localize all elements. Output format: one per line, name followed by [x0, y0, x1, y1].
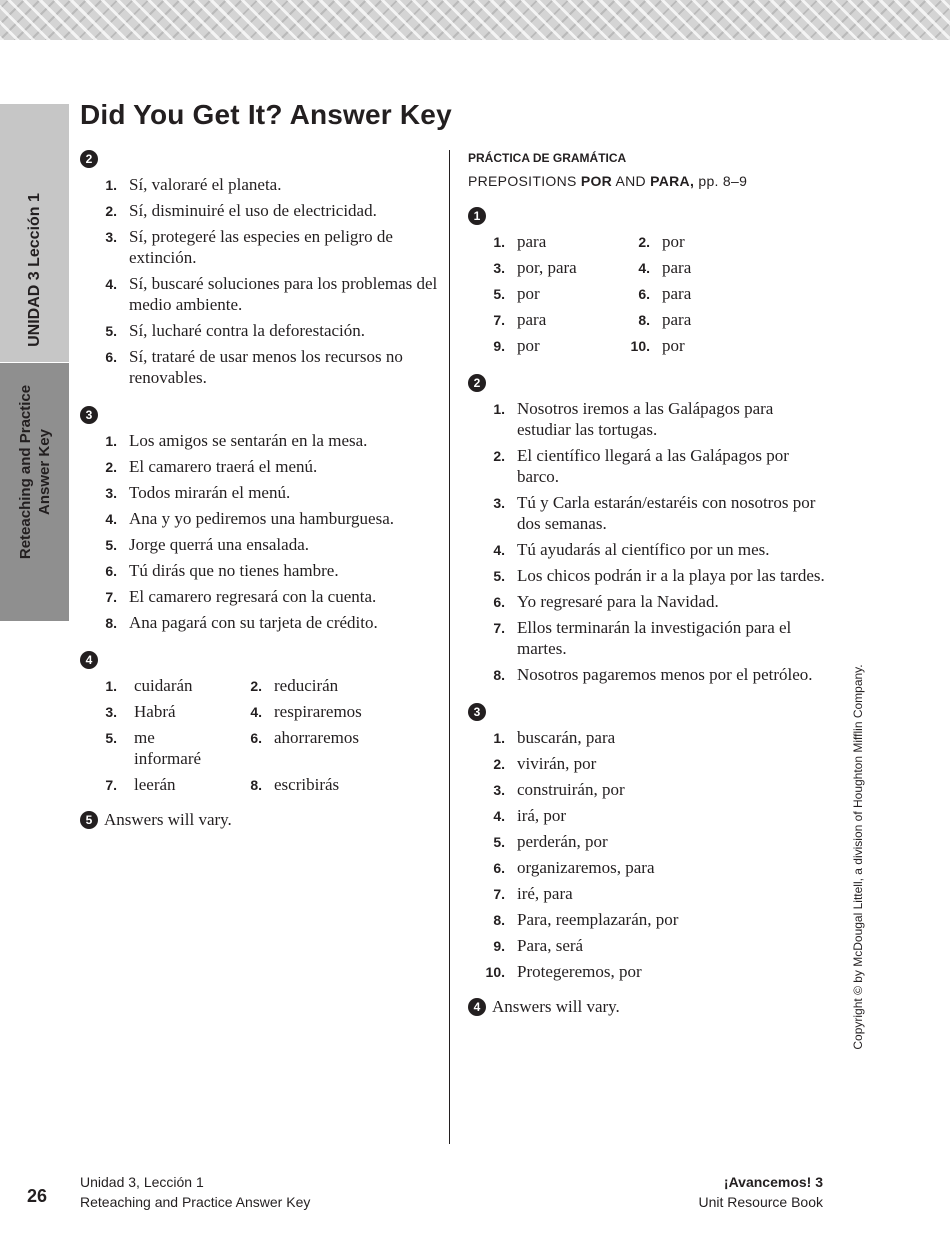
footer-unit: Unidad 3, Lección 1: [80, 1174, 204, 1190]
item-text: Nosotros pagaremos menos por el petróleo.: [517, 665, 813, 684]
item-number: 1.: [493, 730, 505, 746]
item-text: irá, por: [517, 806, 567, 825]
item-number: 4.: [638, 260, 650, 276]
item-text: Tú dirás que no tienes hambre.: [129, 561, 339, 580]
r-section-2-header: [468, 374, 828, 394]
section-4-grid: [80, 675, 440, 795]
item-number: 1.: [493, 401, 505, 417]
section-tab-line1: Reteaching and Practice: [17, 384, 34, 560]
item-text: Tú y Carla estarán/estaréis con nosotros por dos semanas.: [517, 493, 816, 533]
item-text: por: [517, 284, 540, 303]
item-number: 3.: [493, 495, 505, 511]
item-number: 1.: [493, 234, 505, 250]
item-number: 8.: [105, 615, 117, 631]
list-item: [468, 565, 828, 586]
list-item: [468, 909, 828, 930]
item-text: Sí, disminuiré el uso de electricidad.: [129, 201, 377, 220]
item-number: 8.: [493, 667, 505, 683]
item-text: Todos mirarán el menú.: [129, 483, 291, 502]
section-2-header: [80, 150, 440, 170]
footer-book-subtitle: Unit Resource Book: [698, 1194, 823, 1210]
list-item: [80, 320, 440, 341]
list-item: [80, 560, 440, 581]
item-number: 2.: [638, 234, 650, 250]
item-number: 3.: [105, 704, 117, 720]
list-item: [468, 591, 828, 612]
footer-book-title: ¡Avancemos! 3: [723, 1174, 823, 1190]
prep-pages: pp. 8–9: [694, 173, 748, 189]
item-text: El camarero regresará con la cuenta.: [129, 587, 377, 606]
item-number: 9.: [493, 338, 505, 354]
item-number: 2.: [250, 678, 262, 694]
item-text: vivirán, por: [517, 754, 597, 773]
list-item: [80, 508, 440, 529]
item-text: Sí, valoraré el planeta.: [129, 175, 282, 194]
item-text: buscarán, para: [517, 728, 616, 747]
list-item: [613, 257, 758, 278]
r-section-3-list: [468, 727, 828, 982]
item-number: 7.: [493, 620, 505, 636]
item-text: Nosotros iremos a las Galápagos para estudiar las tortugas.: [517, 399, 774, 439]
r-section-4-text: Answers will vary.: [492, 997, 620, 1016]
list-item: [80, 273, 440, 315]
item-text: Protegeremos, por: [517, 962, 642, 981]
item-text: Sí, lucharé contra la deforestación.: [129, 321, 366, 340]
list-item: [468, 961, 828, 982]
item-number: 6.: [493, 594, 505, 610]
item-text: Jorge querrá una ensalada.: [129, 535, 309, 554]
item-number: 6.: [105, 349, 117, 365]
list-item: [225, 675, 370, 696]
list-item: [613, 283, 758, 304]
list-item: [468, 831, 828, 852]
list-item: [80, 200, 440, 221]
item-number: 7.: [105, 777, 117, 793]
item-number: 4.: [493, 808, 505, 824]
list-item: [613, 335, 758, 356]
list-item: [80, 701, 225, 722]
section-4-header: [80, 651, 440, 671]
prep-and: AND: [612, 173, 651, 189]
list-item: [468, 335, 613, 356]
item-text: cuidarán: [134, 676, 193, 695]
item-text: me informaré: [134, 728, 202, 768]
list-item: [468, 398, 828, 440]
section-3-list: [80, 430, 440, 633]
list-item: [468, 664, 828, 685]
r-section-1-grid: [468, 231, 828, 356]
footer-right: [698, 1172, 823, 1212]
copyright-notice: Copyright © by McDougal Littell, a division of Houghton Mifflin Company.: [851, 664, 865, 1050]
decorative-banner: [0, 0, 950, 40]
r-section-1-badge: 1: [468, 207, 486, 225]
r-section-4-answer: [468, 996, 828, 1017]
item-number: 8.: [250, 777, 262, 793]
item-text: para: [662, 284, 692, 303]
list-item: [468, 445, 828, 487]
item-number: 5.: [105, 323, 117, 339]
item-number: 6.: [250, 730, 262, 746]
page-title: Did You Get It? Answer Key: [80, 99, 452, 130]
item-text: Sí, buscaré soluciones para los problemas del medio ambiente.: [129, 274, 438, 314]
item-number: 4.: [493, 542, 505, 558]
footer-section: Reteaching and Practice Answer Key: [80, 1194, 311, 1210]
list-item: [468, 779, 828, 800]
list-item: [80, 612, 440, 633]
item-number: 1.: [105, 177, 117, 193]
list-item: [80, 346, 440, 388]
item-text: Ana pagará con su tarjeta de crédito.: [129, 613, 378, 632]
item-text: para: [517, 310, 547, 329]
section-4-badge: 4: [80, 651, 98, 669]
list-item: [468, 309, 613, 330]
r-section-3-badge: 3: [468, 703, 486, 721]
item-text: leerán: [134, 775, 176, 794]
section-2-badge: 2: [80, 150, 98, 168]
item-number: 5.: [493, 568, 505, 584]
item-number: 2.: [493, 756, 505, 772]
list-item: [80, 534, 440, 555]
item-text: para: [662, 310, 692, 329]
item-number: 6.: [105, 563, 117, 579]
item-text: Habrá: [134, 702, 176, 721]
item-number: 6.: [638, 286, 650, 302]
item-number: 2.: [493, 448, 505, 464]
item-text: Ana y yo pediremos una hamburguesa.: [129, 509, 395, 528]
r-section-2-badge: 2: [468, 374, 486, 392]
column-divider: [449, 150, 450, 1144]
list-item: [468, 805, 828, 826]
r-section-1-header: [468, 207, 828, 227]
section-tab-line2: Answer Key: [36, 429, 53, 515]
item-text: para: [662, 258, 692, 277]
item-number: 3.: [493, 260, 505, 276]
item-text: respiraremos: [274, 702, 362, 721]
prep-part1: PREPOSITIONS: [468, 173, 581, 189]
section-tab-label: [16, 385, 54, 559]
page-number: 26: [27, 1186, 48, 1206]
item-number: 10.: [485, 964, 505, 980]
item-number: 4.: [250, 704, 262, 720]
item-number: 4.: [105, 511, 117, 527]
item-text: iré, para: [517, 884, 573, 903]
footer-left: [80, 1172, 310, 1212]
list-item: [613, 309, 758, 330]
list-item: [468, 857, 828, 878]
r-section-2-list: [468, 398, 828, 685]
item-text: Ellos terminarán la investigación para el martes.: [517, 618, 792, 658]
item-text: Los chicos podrán ir a la playa por las tardes.: [517, 566, 825, 585]
item-text: Los amigos se sentarán en la mesa.: [129, 431, 368, 450]
item-text: por: [517, 336, 540, 355]
item-text: por: [662, 232, 685, 251]
item-text: organizaremos, para: [517, 858, 655, 877]
item-text: construirán, por: [517, 780, 625, 799]
item-number: 5.: [105, 537, 117, 553]
list-item: [80, 174, 440, 195]
item-number: 7.: [105, 589, 117, 605]
item-text: perderán, por: [517, 832, 608, 851]
list-item: [468, 883, 828, 904]
item-text: Sí, trataré de usar menos los recursos no renovables.: [129, 347, 403, 387]
list-item: [468, 257, 613, 278]
list-item: [80, 586, 440, 607]
section-2-list: [80, 174, 440, 388]
item-text: Sí, protegeré las especies en peligro de extinción.: [129, 227, 393, 267]
list-item: [468, 727, 828, 748]
item-number: 2.: [105, 203, 117, 219]
item-number: 8.: [493, 912, 505, 928]
list-item: [468, 492, 828, 534]
section-3-badge: 3: [80, 406, 98, 424]
list-item: [225, 701, 370, 722]
item-text: reducirán: [274, 676, 339, 695]
list-item: [80, 456, 440, 477]
r-section-4-badge: 4: [468, 998, 486, 1016]
list-item: [468, 617, 828, 659]
list-item: [468, 231, 613, 252]
list-item: [80, 430, 440, 451]
list-item: [468, 753, 828, 774]
prep-por: POR: [580, 173, 613, 189]
list-item: [225, 727, 370, 769]
prepositions-heading: [468, 171, 828, 191]
item-text: Yo regresaré para la Navidad.: [517, 592, 719, 611]
item-number: 3.: [105, 229, 117, 245]
left-column: [80, 150, 440, 830]
item-number: 1.: [105, 678, 117, 694]
list-item: [468, 539, 828, 560]
list-item: [80, 226, 440, 268]
practica-label: PRÁCTICA DE GRAMÁTICA: [468, 151, 627, 165]
item-number: 5.: [105, 730, 117, 746]
section-5-badge: 5: [80, 811, 98, 829]
item-number: 4.: [105, 276, 117, 292]
prep-para: PARA,: [650, 173, 695, 189]
list-item: [80, 482, 440, 503]
right-column: [468, 150, 828, 1017]
list-item: [80, 727, 225, 769]
item-number: 10.: [630, 338, 650, 354]
item-number: 5.: [493, 834, 505, 850]
item-text: por, para: [517, 258, 577, 277]
item-number: 7.: [493, 886, 505, 902]
section-5-text: Answers will vary.: [104, 810, 232, 829]
item-text: Para, será: [517, 936, 584, 955]
section-3-header: [80, 406, 440, 426]
item-number: 3.: [493, 782, 505, 798]
list-item: [468, 283, 613, 304]
item-number: 7.: [493, 312, 505, 328]
item-number: 5.: [493, 286, 505, 302]
list-item: [613, 231, 758, 252]
unit-tab-label: UNIDAD 3 Lección 1: [26, 193, 43, 347]
item-text: Tú ayudarás al científico por un mes.: [517, 540, 770, 559]
item-number: 6.: [493, 860, 505, 876]
item-text: por: [662, 336, 685, 355]
item-number: 2.: [105, 459, 117, 475]
item-number: 8.: [638, 312, 650, 328]
item-text: ahorraremos: [274, 728, 359, 747]
item-text: El científico llegará a las Galápagos por barco.: [517, 446, 789, 486]
item-text: El camarero traerá el menú.: [129, 457, 318, 476]
item-text: para: [517, 232, 547, 251]
r-section-3-header: [468, 703, 828, 723]
section-5-answer: [80, 809, 440, 830]
list-item: [80, 675, 225, 696]
list-item: [80, 774, 225, 795]
item-number: 1.: [105, 433, 117, 449]
item-text: Para, reemplazarán, por: [517, 910, 679, 929]
list-item: [468, 935, 828, 956]
item-number: 9.: [493, 938, 505, 954]
item-text: escribirás: [274, 775, 340, 794]
item-number: 3.: [105, 485, 117, 501]
list-item: [225, 774, 370, 795]
